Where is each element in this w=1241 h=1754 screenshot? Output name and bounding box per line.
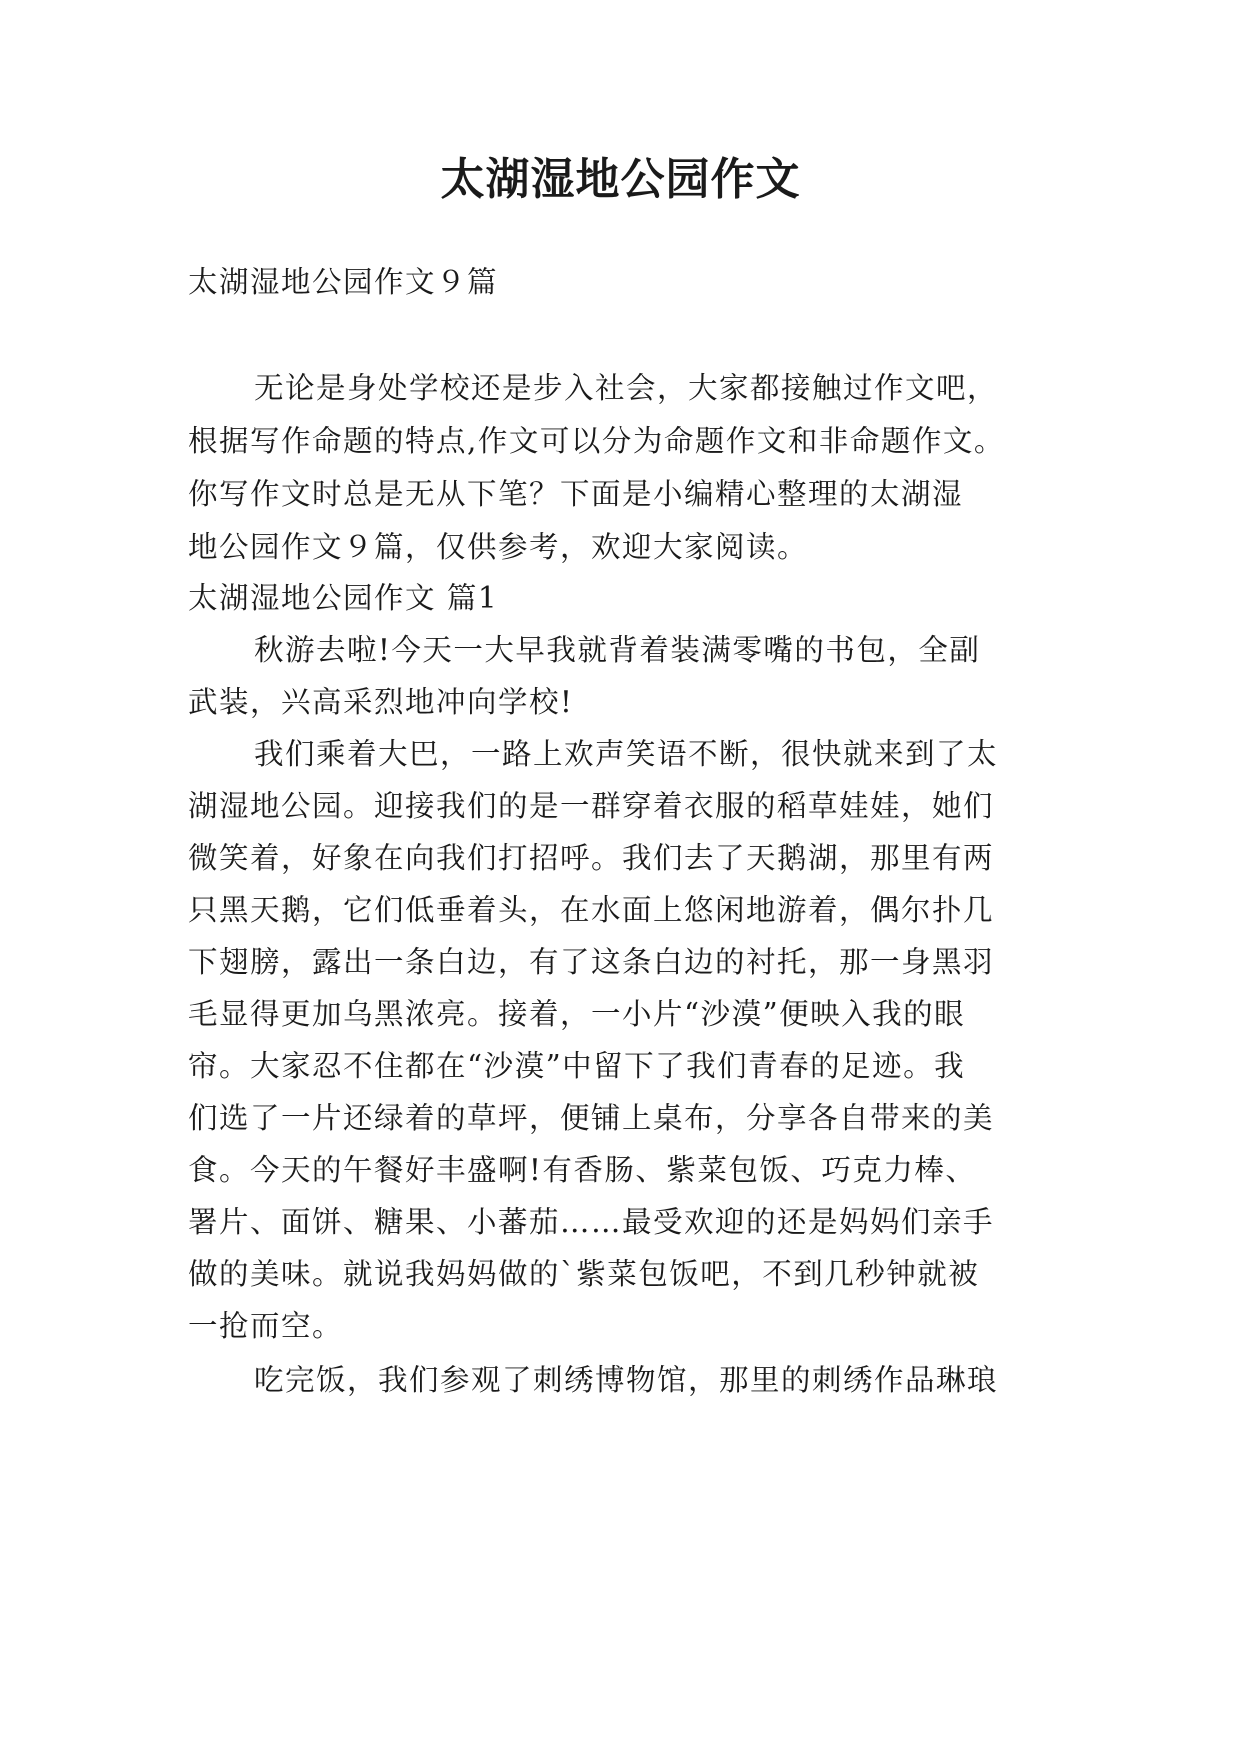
paragraph2-line-9: 食。今天的午餐好丰盛啊!有香肠、紫菜包饭、巧克力棒、 xyxy=(188,1153,977,1187)
paragraph1-line-2: 武装，兴高采烈地冲向学校! xyxy=(188,685,574,719)
paragraph3-line-1: 吃完饭，我们参观了刺绣博物馆，那里的刺绣作品琳琅 xyxy=(254,1363,999,1397)
paragraph2-line-6: 毛显得更加乌黑浓亮。接着，一小片“沙漠”便映入我的眼 xyxy=(188,997,966,1031)
paragraph2-line-1: 我们乘着大巴，一路上欢声笑语不断，很快就来到了太 xyxy=(254,737,999,771)
paragraph2-line-3: 微笑着，好象在向我们打招呼。我们去了天鹅湖，那里有两 xyxy=(188,841,995,875)
document-subtitle: 太湖湿地公园作文９篇 xyxy=(188,265,499,299)
document-title: 太湖湿地公园作文 xyxy=(440,154,801,205)
intro-line-2: 根据写作命题的特点,作文可以分为命题作文和非命题作文。 xyxy=(188,424,1005,458)
intro-line-1: 无论是身处学校还是步入社会，大家都接触过作文吧， xyxy=(254,371,999,405)
intro-line-3: 你写作文时总是无从下笔？下面是小编精心整理的太湖湿 xyxy=(188,477,964,511)
section-heading: 太湖湿地公园作文 篇1 xyxy=(188,581,499,615)
paragraph2-line-11: 做的美味。就说我妈妈做的`紫菜包饭吧，不到几秒钟就被 xyxy=(188,1257,980,1291)
paragraph2-line-4: 只黑天鹅，它们低垂着头，在水面上悠闲地游着，偶尔扑几 xyxy=(188,893,995,927)
paragraph2-line-12: 一抢而空。 xyxy=(188,1309,344,1343)
paragraph1-line-1: 秋游去啦!今天一大早我就背着装满零嘴的书包，全副 xyxy=(254,633,981,667)
paragraph2-line-8: 们选了一片还绿着的草坪，便铺上桌布，分享各自带来的美 xyxy=(188,1101,995,1135)
paragraph2-line-5: 下翅膀，露出一条白边，有了这条白边的衬托，那一身黑羽 xyxy=(188,945,995,979)
paragraph2-line-10: 署片、面饼、糖果、小蕃茄……最受欢迎的还是妈妈们亲手 xyxy=(188,1205,995,1239)
paragraph2-line-7: 帘。大家忍不住都在“沙漠”中留下了我们青春的足迹。我 xyxy=(188,1049,966,1083)
intro-line-4: 地公园作文９篇，仅供参考，欢迎大家阅读。 xyxy=(188,530,809,564)
paragraph2-line-2: 湖湿地公园。迎接我们的是一群穿着衣服的稻草娃娃，她们 xyxy=(188,789,995,823)
